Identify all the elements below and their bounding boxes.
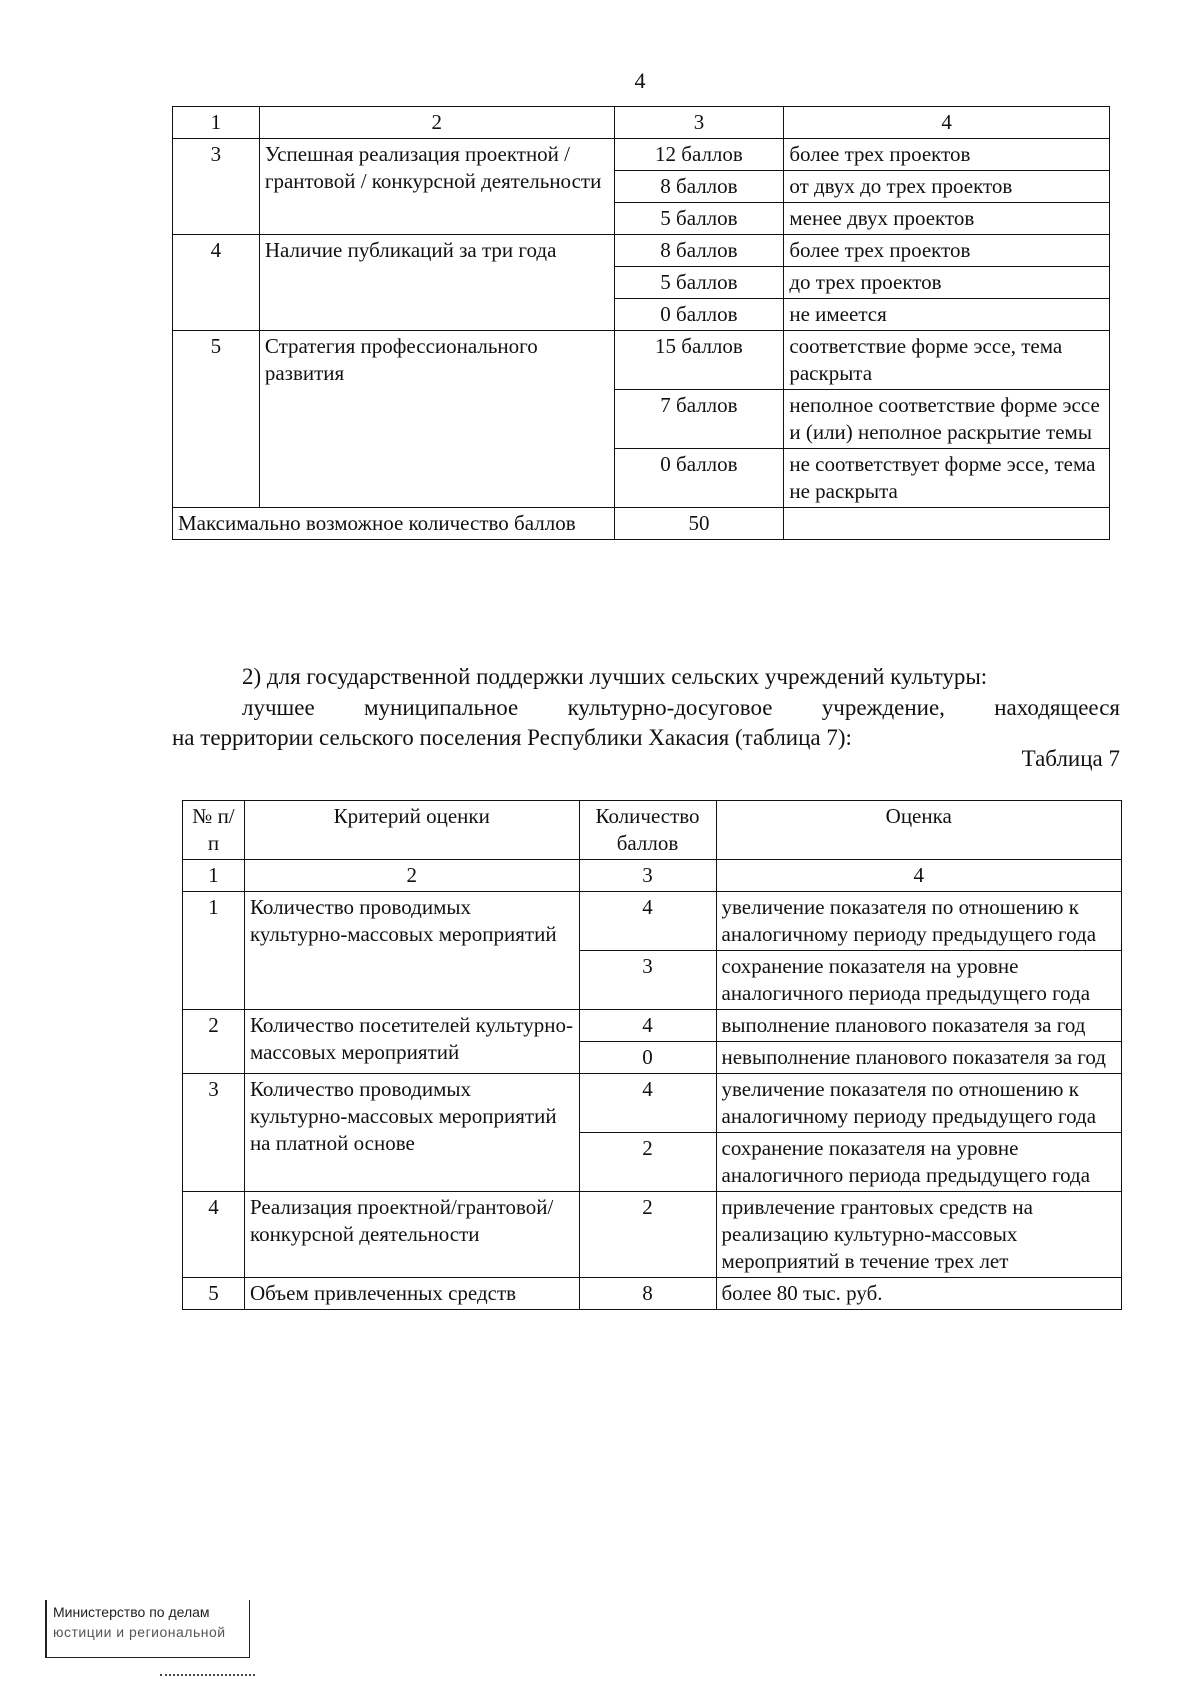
header-cell: 1 xyxy=(183,860,245,892)
empty-cell xyxy=(784,508,1110,540)
assessment-cell: соответствие форме эссе, тема раскрыта xyxy=(784,331,1110,390)
table-header-numbers xyxy=(183,860,1122,892)
table-row xyxy=(183,1278,1122,1310)
page-number: 4 xyxy=(634,68,646,93)
header-cell: 2 xyxy=(259,107,614,139)
row-number: 2 xyxy=(183,1010,245,1074)
criterion-cell: Объем привлеченных средств xyxy=(244,1278,579,1310)
table-row xyxy=(173,331,1110,390)
table-row xyxy=(173,235,1110,267)
criterion-cell: Реализация проектной/грантовой/ конкурсной деятельности xyxy=(244,1192,579,1278)
total-label: Максимально возможное количество баллов xyxy=(173,508,615,540)
assessment-cell: до трех проектов xyxy=(784,267,1110,299)
paragraph-territory: на территории сельского поселения Республики Хакасия (таблица 7): xyxy=(172,725,852,750)
table-row xyxy=(183,892,1122,951)
ministry-stamp xyxy=(45,1600,250,1658)
row-number: 5 xyxy=(183,1278,245,1310)
assessment-cell: более 80 тыс. руб. xyxy=(716,1278,1122,1310)
criterion-cell: Стратегия профессионального развития xyxy=(259,331,614,508)
points-cell: 0 баллов xyxy=(614,449,784,508)
criterion-cell: Количество проводимых культурно-массовых мероприятий xyxy=(244,892,579,1010)
points-cell: 8 баллов xyxy=(614,171,784,203)
points-cell: 4 xyxy=(579,1010,716,1042)
assessment-cell: выполнение планового показателя за год xyxy=(716,1010,1122,1042)
points-cell: 0 баллов xyxy=(614,299,784,331)
table-header-numbers xyxy=(173,107,1110,139)
header-assessment: Оценка xyxy=(716,801,1122,860)
header-criterion: Критерий оценки xyxy=(244,801,579,860)
header-cell: 3 xyxy=(614,107,784,139)
paragraph-best-institution: лучшее муниципальное культурно-досуговое учреждение, находящееся xyxy=(242,695,1120,720)
row-number: 3 xyxy=(183,1074,245,1192)
points-cell: 2 xyxy=(579,1133,716,1192)
points-cell: 4 xyxy=(579,1074,716,1133)
row-number: 4 xyxy=(183,1192,245,1278)
row-number: 4 xyxy=(173,235,260,331)
header-cell: 1 xyxy=(173,107,260,139)
points-cell: 8 баллов xyxy=(614,235,784,267)
criterion-cell: Количество проводимых культурно-массовых мероприятий на платной основе xyxy=(244,1074,579,1192)
stamp-dotted-line xyxy=(160,1674,255,1676)
criterion-cell: Успешная реализация проектной /грантовой / конкурсной деятельности xyxy=(259,139,614,235)
header-cell: 4 xyxy=(784,107,1110,139)
assessment-cell: сохранение показателя на уровне аналогичного периода предыдущего года xyxy=(716,951,1122,1010)
table-header xyxy=(183,801,1122,860)
paragraph-support-rural: 2) для государственной поддержки лучших сельских учреждений культуры: xyxy=(242,664,988,689)
points-cell: 2 xyxy=(579,1192,716,1278)
assessment-cell: привлечение грантовых средств на реализацию культурно-массовых мероприятий в течение трех лет xyxy=(716,1192,1122,1278)
points-cell: 4 xyxy=(579,892,716,951)
assessment-cell: не соответствует форме эссе, тема не раскрыта xyxy=(784,449,1110,508)
total-value: 50 xyxy=(614,508,784,540)
assessment-cell: от двух до трех проектов xyxy=(784,171,1110,203)
table-total-row xyxy=(173,508,1110,540)
points-cell: 7 баллов xyxy=(614,390,784,449)
header-cell: 2 xyxy=(244,860,579,892)
criterion-cell: Количество посетителей культурно-массовых мероприятий xyxy=(244,1010,579,1074)
stamp-line: юстиции и региональной xyxy=(53,1624,226,1640)
table-row xyxy=(173,139,1110,171)
row-number: 3 xyxy=(173,139,260,235)
points-cell: 15 баллов xyxy=(614,331,784,390)
criteria-table-7 xyxy=(182,800,1122,1310)
points-cell: 8 xyxy=(579,1278,716,1310)
table-caption: Таблица 7 xyxy=(1021,746,1120,771)
header-points: Количество баллов xyxy=(579,801,716,860)
table-row xyxy=(183,1010,1122,1042)
points-cell: 0 xyxy=(579,1042,716,1074)
assessment-cell: более трех проектов xyxy=(784,139,1110,171)
criteria-table-continued xyxy=(172,106,1110,540)
assessment-cell: увеличение показателя по отношению к аналогичному периоду предыдущего года xyxy=(716,892,1122,951)
assessment-cell: неполное соответствие форме эссе и (или) неполное раскрытие темы xyxy=(784,390,1110,449)
table-row xyxy=(183,1192,1122,1278)
assessment-cell: более трех проектов xyxy=(784,235,1110,267)
row-number: 1 xyxy=(183,892,245,1010)
assessment-cell: сохранение показателя на уровне аналогичного периода предыдущего года xyxy=(716,1133,1122,1192)
header-cell: 4 xyxy=(716,860,1122,892)
points-cell: 5 баллов xyxy=(614,203,784,235)
header-number: № п/п xyxy=(183,801,245,860)
assessment-cell: невыполнение планового показателя за год xyxy=(716,1042,1122,1074)
row-number: 5 xyxy=(173,331,260,508)
criterion-cell: Наличие публикаций за три года xyxy=(259,235,614,331)
points-cell: 5 баллов xyxy=(614,267,784,299)
points-cell: 3 xyxy=(579,951,716,1010)
header-cell: 3 xyxy=(579,860,716,892)
assessment-cell: менее двух проектов xyxy=(784,203,1110,235)
stamp-line: Министерство по делам xyxy=(53,1604,210,1620)
table-row xyxy=(183,1074,1122,1133)
points-cell: 12 баллов xyxy=(614,139,784,171)
assessment-cell: не имеется xyxy=(784,299,1110,331)
assessment-cell: увеличение показателя по отношению к аналогичному периоду предыдущего года xyxy=(716,1074,1122,1133)
